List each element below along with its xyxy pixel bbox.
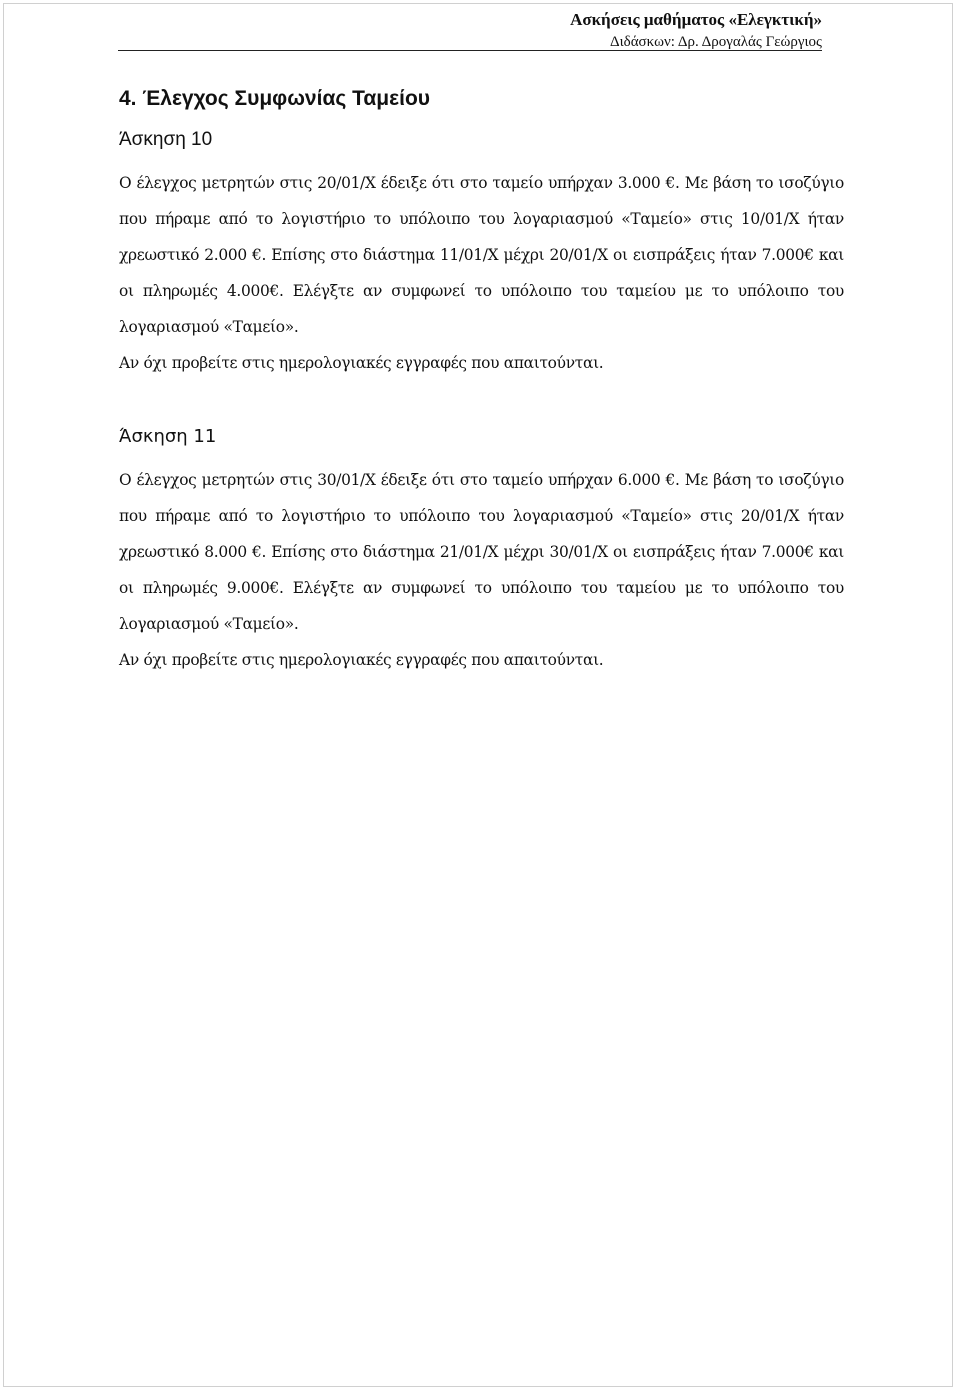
exercise-note: Αν όχι προβείτε στις ημερολογιακές εγγραφές που απαιτούνται. xyxy=(119,651,604,669)
exercise-body: Ο έλεγχος μετρητών στις 30/01/Χ έδειξε ότι στο ταμείο υπήρχαν 6.000 €. Με βάση το ισοζύγιο που πήραμε από το λογιστήριο το υπόλοιπο του λογαριασμού «Ταμείο» στις 20/01/Χ ήταν χρεωστικό 8.000 €. Επίσης στο διάστημα 21/01/Χ μέχρι 30/01/Χ οι εισπράξεις ήταν 7.000€ και οι πληρωμές 9.000€. Ελέγξτε αν συμφωνεί το υπόλοιπο του ταμείου με το υπόλοιπο του λογαριασμού «Ταμείο». xyxy=(119,471,844,633)
exercise-title: Άσκηση 10 xyxy=(119,129,213,150)
exercise-10 xyxy=(119,128,844,381)
section-title: 4. Έλεγχος Συμφωνίας Ταμείου xyxy=(119,87,430,110)
exercise-11 xyxy=(119,425,844,678)
header-divider xyxy=(118,50,822,51)
header-title: Ασκήσεις μαθήματος «Ελεγκτική» xyxy=(570,10,822,29)
page-header xyxy=(62,10,822,51)
exercise-body: Ο έλεγχος μετρητών στις 20/01/Χ έδειξε ότι στο ταμείο υπήρχαν 3.000 €. Με βάση το ισοζύγιο που πήραμε από το λογιστήριο το υπόλοιπο του λογαριασμού «Ταμείο» στις 10/01/Χ ήταν χρεωστικό 2.000 €. Επίσης στο διάστημα 11/01/Χ μέχρι 20/01/Χ οι εισπράξεις ήταν 7.000€ και οι πληρωμές 4.000€. Ελέγξτε αν συμφωνεί το υπόλοιπο του ταμείου με το υπόλοιπο του λογαριασμού «Ταμείο». xyxy=(119,174,844,336)
exercise-note: Αν όχι προβείτε στις ημερολογιακές εγγραφές που απαιτούνται. xyxy=(119,354,604,372)
document-body xyxy=(119,86,844,678)
header-subtitle: Διδάσκων: Δρ. Δρογαλάς Γεώργιος xyxy=(609,34,822,50)
exercise-title: Άσκηση 11 xyxy=(119,426,217,447)
